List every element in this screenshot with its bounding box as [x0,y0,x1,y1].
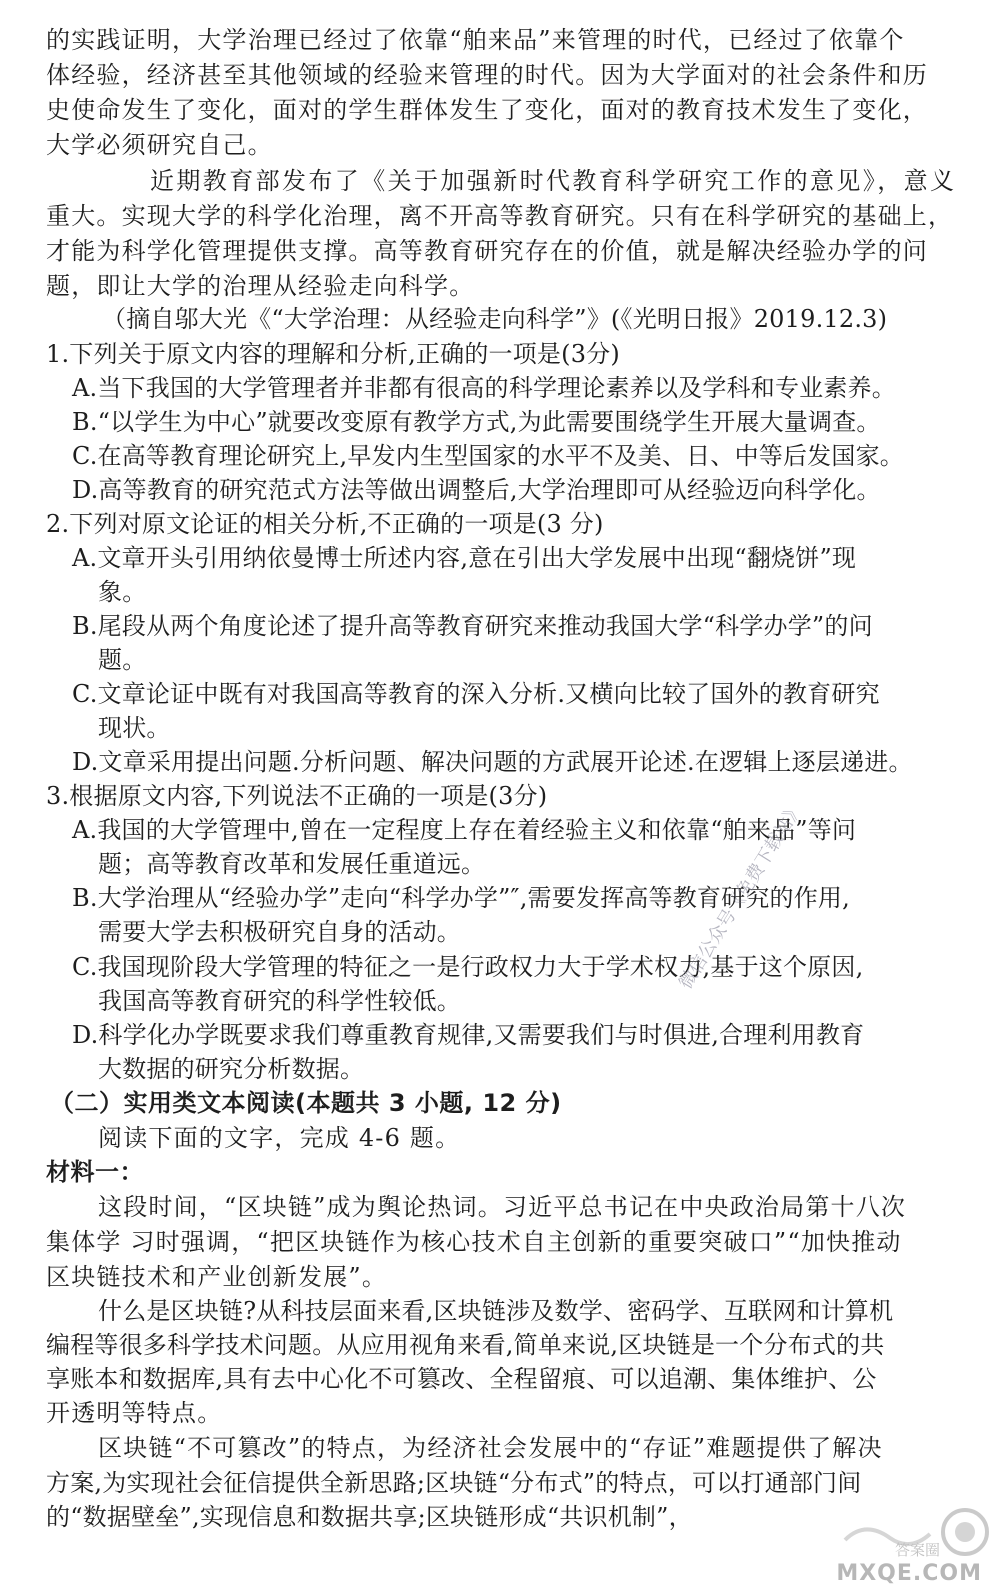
text-line: 需要大学去积极研究自身的活动。 [98,918,461,946]
instruction-line: 阅读下面的文字，完成 4-6 题。 [98,1124,461,1152]
question-1-option-b: B.“以学生为中心”就要改变原有教学方式,为此需要围绕学生开展大量调查。 [72,408,881,436]
text-line: 区块链技术和产业创新发展”。 [46,1263,388,1291]
text-line: 大学必须研究自己。 [46,131,273,159]
question-2-stem: 2.下列对原文论证的相关分析,不正确的一项是(3 分) [46,510,604,538]
question-3-stem: 3.根据原文内容,下列说法不正确的一项是(3分) [46,782,548,810]
text-line: 史使命发生了变化，面对的学生群体发生了变化，面对的教育技术发生了变化， [46,96,928,124]
question-3-option-c: C.我国现阶段大学管理的特征之一是行政权力大于学术权力,基于这个原因, [72,953,864,981]
text-line: 才能为科学化管理提供支撑。高等教育研究存在的价值，就是解决经验办学的问 [46,237,928,265]
watermark-text: 微信公众号《免费下载站》 [675,798,808,993]
citation-line: （摘自邬大光《“大学治理：从经验走向科学”》(《光明日报》2019.12.3) [102,305,888,333]
text-line: 题；高等教育改革和发展任重道远。 [98,850,486,878]
text-line: 开透明等特点。 [46,1399,223,1427]
section-heading: （二）实用类文本阅读(本题共 3 小题, 12 分) [50,1089,562,1117]
text-line: 什么是区块链?从科技层面来看,区块链涉及数学、密码学、互联网和计算机 [98,1297,894,1325]
text-line: 享账本和数据库,具有去中心化不可篡改、全程留痕、可以追潮、集体维护、公 [46,1365,877,1393]
question-2-option-d: D.文章采用提出问题.分析问题、解决问题的方武展开论述.在逻辑上逐层递进。 [72,748,913,776]
logo-subtitle: 答案圈 [894,1541,940,1559]
text-line: 近期教育部发布了《关于加强新时代教育科学研究工作的意见》，意义 [150,167,957,195]
text-line: 题。 [98,646,147,674]
text-line: 题，即让大学的治理从经验走向科学。 [46,272,475,300]
question-2-option-c: C.文章论证中既有对我国高等教育的深入分析.又横向比较了国外的教育研究 [72,680,880,708]
text-line: 区块链“不可篡改”的特点，为经济社会发展中的“存证”难题提供了解决 [98,1434,883,1462]
text-line: 集体学 习时强调，“把区块链作为核心技术自主创新的重要突破口”“加快推动 [46,1228,902,1256]
question-3-option-d: D.科学化办学既要求我们尊重教育规律,又需要我们与时俱进,合理利用教育 [72,1021,865,1049]
text-line: 重大。实现大学的科学化治理，离不开高等教育研究。只有在科学研究的基础上， [46,202,954,230]
text-line: 这段时间，“区块链”成为舆论热词。习近平总书记在中央政治局第十八次 [98,1193,907,1221]
logo-text: MXQE.COM [836,1561,982,1586]
text-line: 方案,为实现社会征信提供全新思路;区块链“分布式”的特点，可以打通部门间 [46,1469,862,1497]
question-3-option-b: B.大学治理从“经验办学”走向“科学办学”″,需要发挥高等教育研究的作用, [72,884,850,912]
question-3-option-a: A.我国的大学管理中,曾在一定程度上存在着经验主义和依靠“舶来品”等问 [72,816,857,844]
site-logo [815,1500,1000,1590]
question-1-option-a: A.当下我国的大学管理者并非都有很高的科学理论素养以及学科和专业素养。 [72,374,896,402]
question-2-option-b: B.尾段从两个角度论述了提升高等教育研究来推动我国大学“科学办学”的问 [72,612,873,640]
text-line: 体经验，经济甚至其他领域的经验来管理的时代。因为大学面对的社会条件和历 [46,61,928,89]
material-heading: 材料一： [46,1158,144,1186]
text-line: 现状。 [98,714,171,742]
question-1-stem: 1.下列关于原文内容的理解和分析,正确的一项是(3分) [46,340,620,368]
question-2-option-a: A.文章开头引用纳依曼博士所述内容,意在引出大学发展中出现“翻烧饼”现 [72,544,857,572]
text-line: 的“数据壁垒”,实现信息和数据共享;区块链形成“共识机制”， [46,1503,693,1531]
text-line: 的实践证明，大学治理已经过了依靠“舶来品”来管理的时代，已经过了依靠个 [46,26,905,54]
question-1-option-c: C.在高等教育理论研究上,早发内生型国家的水平不及美、日、中等后发国家。 [72,442,904,470]
text-line: 编程等很多科学技术问题。从应用视角来看,简单来说,区块链是一个分布式的共 [46,1331,885,1359]
text-line: 象。 [98,578,147,606]
text-line: 我国高等教育研究的科学性较低。 [98,987,461,1015]
question-1-option-d: D.高等教育的研究范式方法等做出调整后,大学治理即可从经验迈向科学化。 [72,476,881,504]
text-line: 大数据的研究分析数据。 [98,1055,365,1083]
